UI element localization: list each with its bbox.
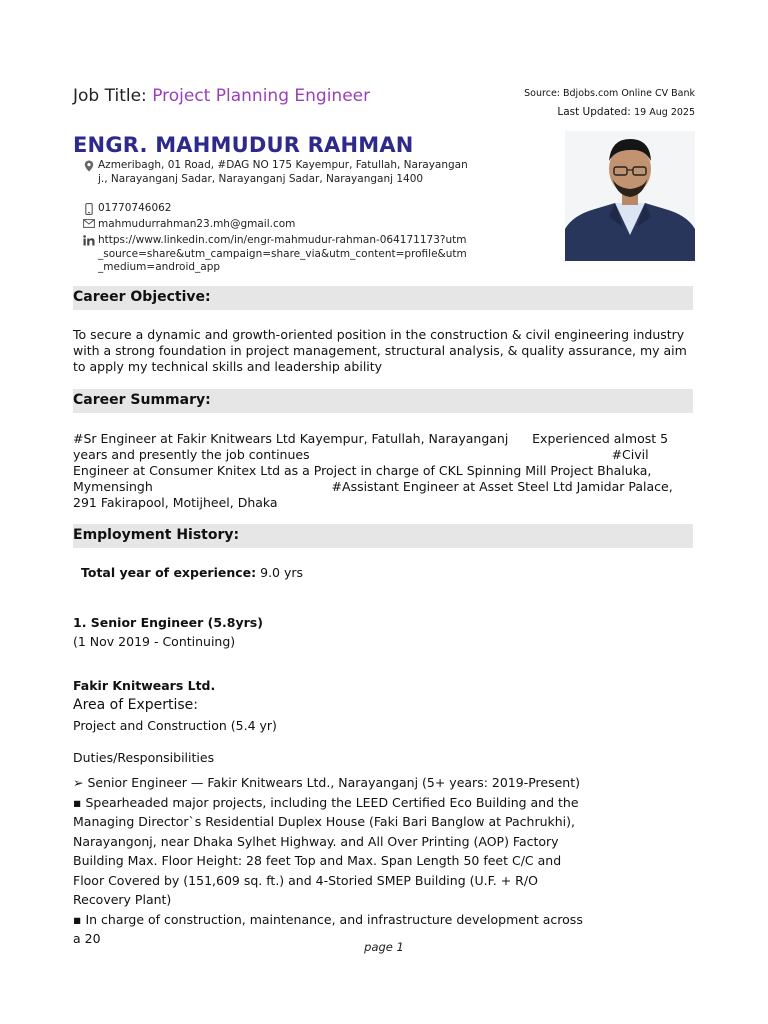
last-updated-label: Last Updated: <box>557 106 631 118</box>
job-1-title: 1. Senior Engineer (5.8yrs) <box>73 615 263 630</box>
duty-item: ▪ Spearheaded major projects, including the LEED Certified Eco Building and the Managing Director`s Residential Duplex House (Faki Bari Banglow at Pachrukhi), Narayangonj, near Dhaka Sylhet Highway. and All Over Printing (AOP) Factory Building Max. Floor Height: 28 feet Top and Max. Span Length 50 feet C/C and Floor Covered by (151,609 sq. ft.) and 4-Storied SMEP Building (U.F. + R/O Recovery Plant) <box>73 794 579 907</box>
duty-item: ▪ In charge of construction, maintenance, and infrastructure development across a 20 <box>73 911 583 946</box>
linkedin-icon <box>80 234 98 275</box>
career-summary-text: #Sr Engineer at Fakir Knitwears Ltd Kayempur, Fatullah, Narayanganj Experienced almost 5 years and presently the job continues #Civil Engineer at Consumer Knitex Ltd as a Project in charge of CKL Spinning Mill Project Bhaluka, Mymensingh #Assistant Engineer at Asset Steel Ltd Jamidar Palace, 291 Fakirapool, Motijheel, Dhaka <box>73 431 677 510</box>
phone-icon <box>80 202 98 216</box>
last-updated <box>557 106 695 118</box>
job-1-area-value: Project and Construction (5.4 yr) <box>73 718 277 733</box>
location-pin-icon <box>80 159 98 186</box>
job-1-duties-label: Duties/Responsibilities <box>73 750 215 765</box>
job-1-duties-list <box>73 773 593 949</box>
linkedin-text: https://www.linkedin.com/in/engr-mahmudur-rahman-064171173?utm_source=share&utm_campaign=share_via&utm_content=profile&utm_medium=android_app <box>98 234 467 273</box>
section-career-summary <box>73 389 693 413</box>
job-title <box>73 86 370 106</box>
page-number: page 1 <box>364 940 404 954</box>
job-title-label: Job Title: <box>73 86 147 106</box>
contact-linkedin <box>80 234 470 275</box>
email-text: mahmudurrahman23.mh@gmail.com <box>98 218 296 230</box>
profile-photo <box>565 131 695 261</box>
total-experience-value: 9.0 yrs <box>260 565 304 580</box>
job-1-period: (1 Nov 2019 - Continuing) <box>73 634 236 649</box>
address-text: Azmeribagh, 01 Road, #DAG NO 175 Kayempur, Fatullah, Narayanganj., Narayanganj Sadar, Narayanganj Sadar, Narayanganj 1400 <box>98 159 468 185</box>
career-objective-heading: Career Objective: <box>73 289 211 305</box>
phone-text: 01770746062 <box>98 202 172 214</box>
source-text: Source: Bdjobs.com Online CV Bank <box>524 88 695 99</box>
last-updated-value: 19 Aug 2025 <box>634 107 695 118</box>
career-summary-heading: Career Summary: <box>73 392 211 408</box>
job-1-area-label: Area of Expertise: <box>73 697 199 713</box>
total-experience-label: Total year of experience: <box>81 565 257 580</box>
career-objective-text: To secure a dynamic and growth-oriented position in the construction & civil engineering industry with a strong foundation in project management, structural analysis, & quality assurance, my aim to apply my technical skills and leadership ability <box>73 327 687 374</box>
section-career-objective <box>73 286 693 310</box>
section-employment-history <box>73 524 693 548</box>
contact-phone <box>80 202 470 216</box>
contact-email <box>80 218 470 232</box>
contact-address <box>80 159 470 186</box>
mail-icon <box>80 218 98 232</box>
job-title-value: Project Planning Engineer <box>152 86 371 106</box>
employment-history-heading: Employment History: <box>73 527 240 543</box>
candidate-name: ENGR. MAHMUDUR RAHMAN <box>73 133 414 157</box>
duty-item: ➢ Senior Engineer — Fakir Knitwears Ltd., Narayanganj (5+ years: 2019-Present) <box>73 775 580 790</box>
job-1-company: Fakir Knitwears Ltd. <box>73 678 216 693</box>
total-experience <box>81 565 303 580</box>
